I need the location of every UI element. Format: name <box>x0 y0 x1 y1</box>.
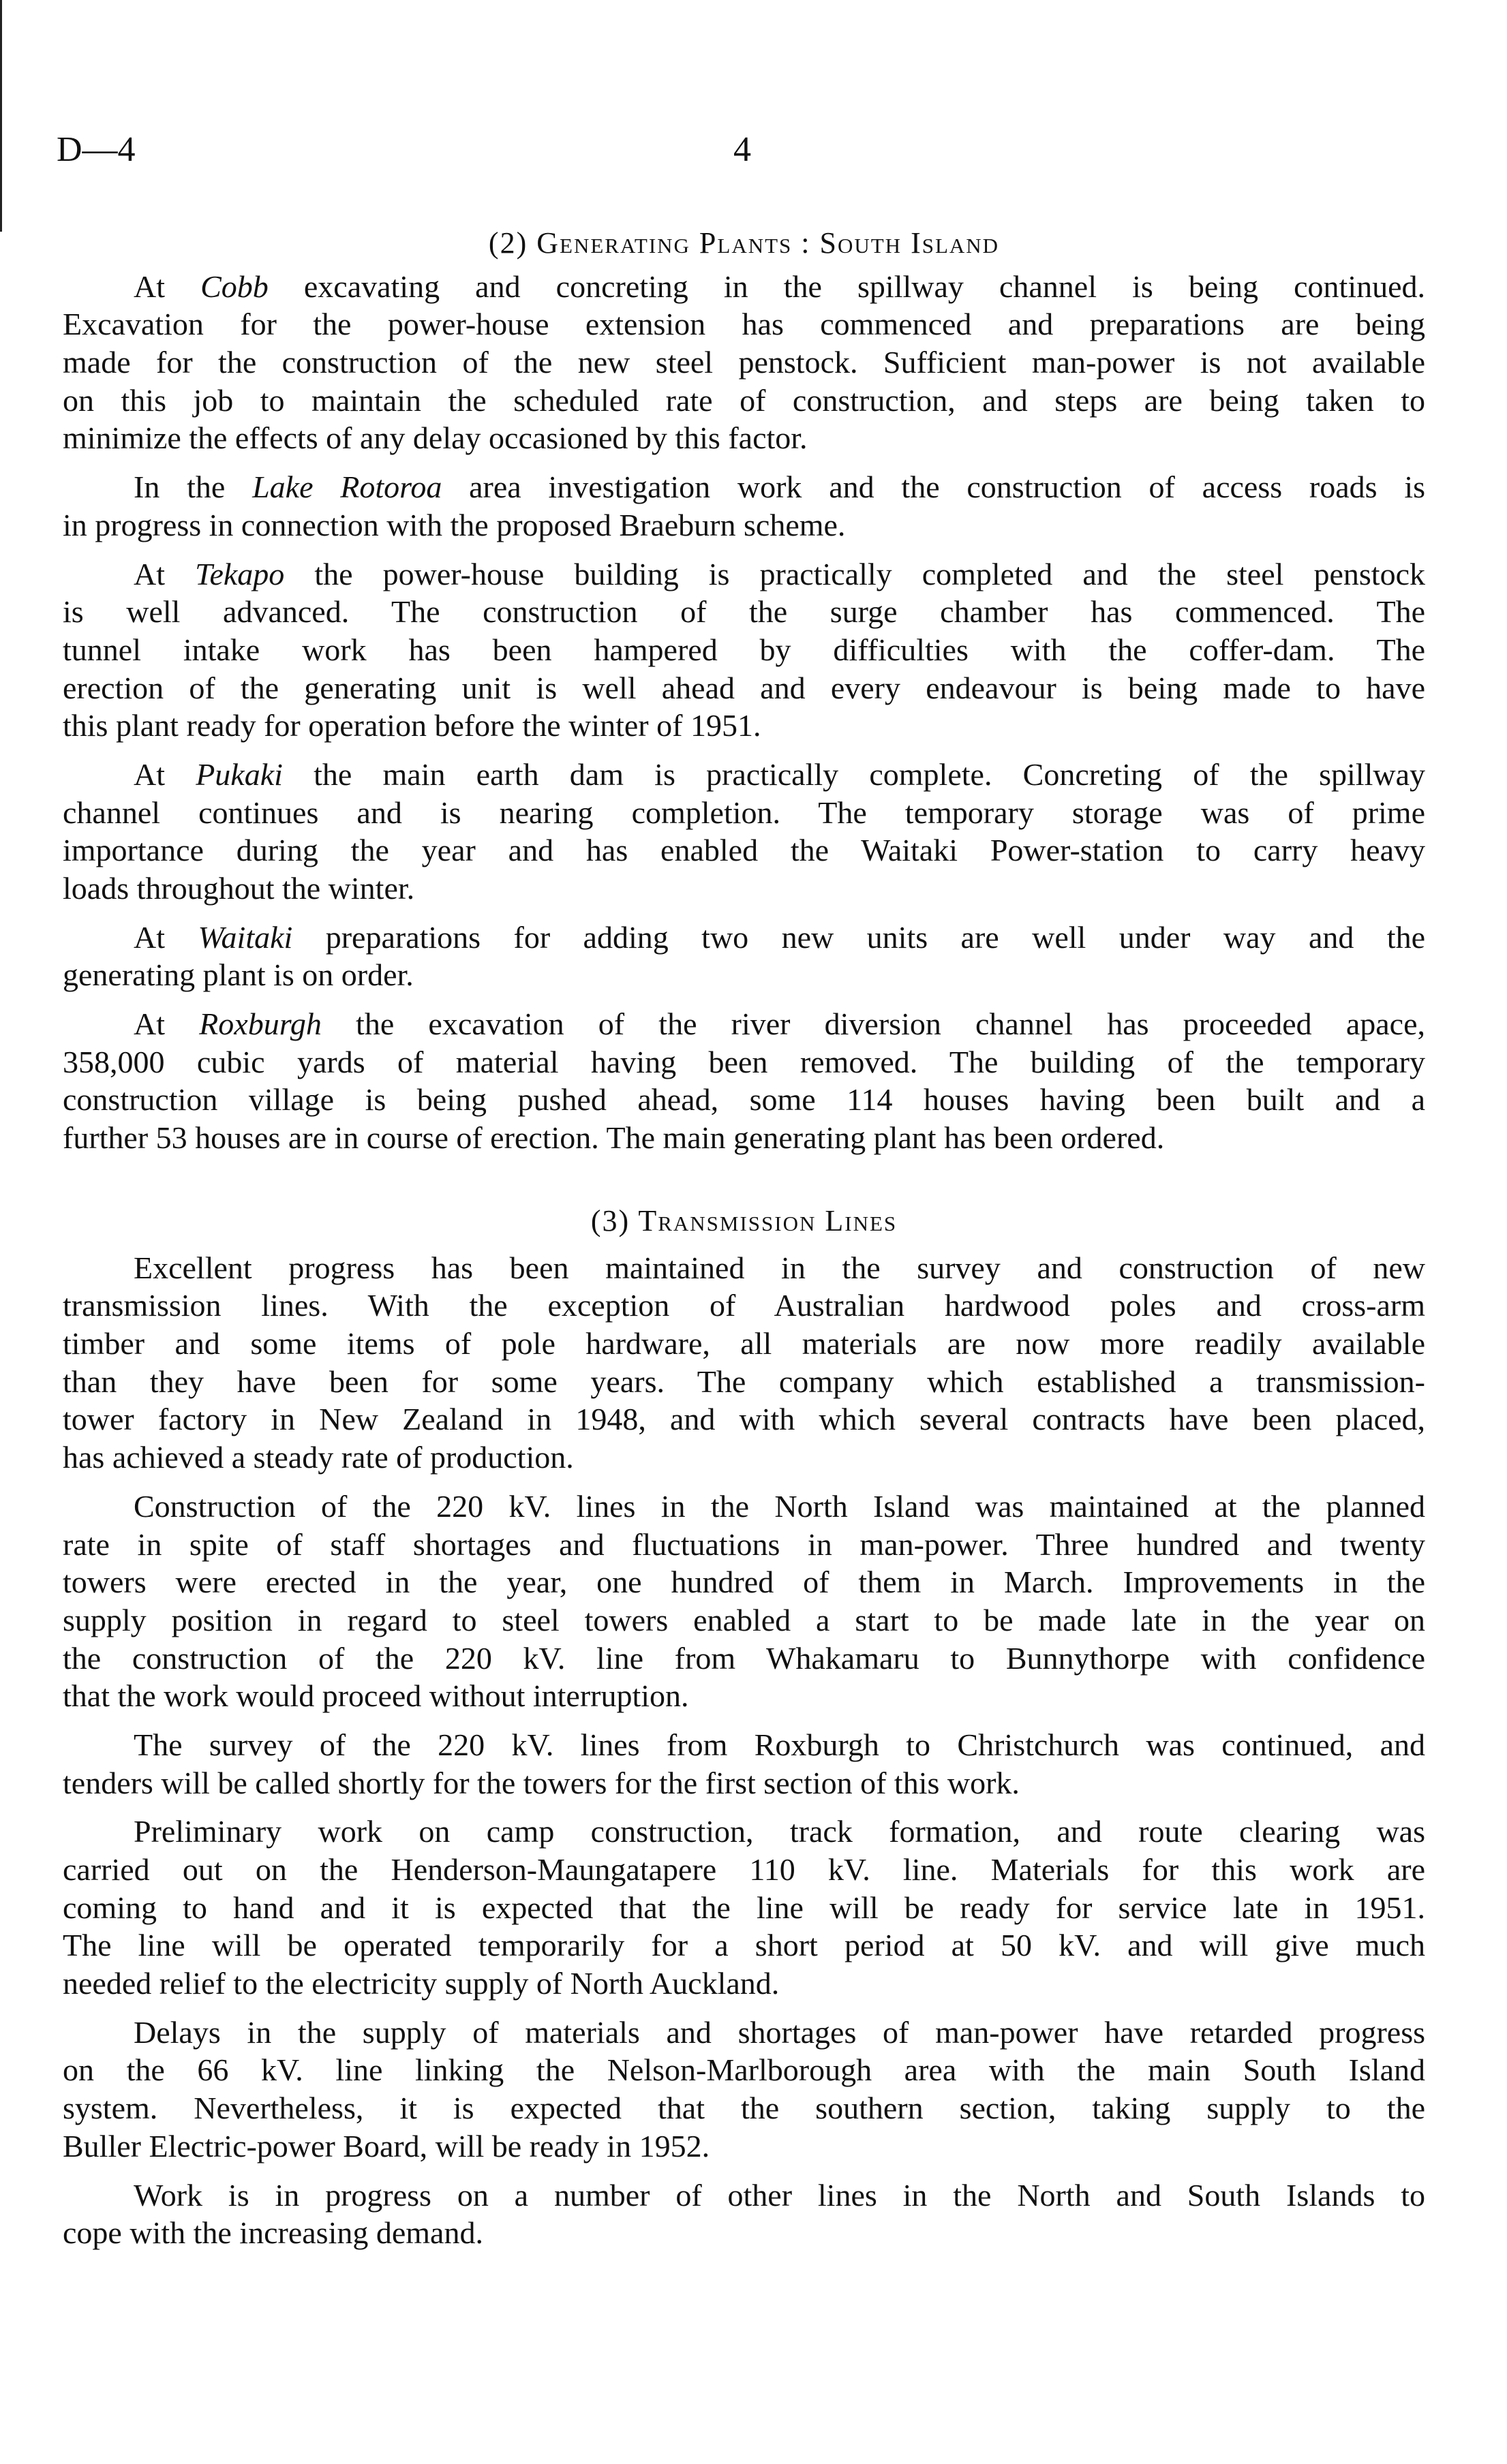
text-line: Buller Electric-power Board, will be ready in 1952. <box>63 2128 710 2163</box>
page-number: 4 <box>733 130 751 169</box>
place-name: Roxburgh <box>199 1006 322 1042</box>
text-line: importance during the year and has enabled the Waitaki Power-station to carry heavy <box>63 833 1425 868</box>
text-line: carried out on the Henderson-Maungatapere 110 kV. line. Materials for this work are <box>63 1852 1425 1887</box>
text-line: has achieved a steady rate of production. <box>63 1440 574 1475</box>
text-line: on the 66 kV. line linking the Nelson-Marlborough area with the main South Island <box>63 2052 1425 2088</box>
text-line: made for the construction of the new steel penstock. Sufficient man-power is not available <box>63 345 1425 380</box>
paragraph <box>63 555 1425 745</box>
text-line: this plant ready for operation before the winter of 1951. <box>63 708 761 743</box>
text-line: channel continues and is nearing completion. The temporary storage was of prime <box>63 795 1425 830</box>
text-line: cope with the increasing demand. <box>63 2215 483 2251</box>
document-code: D—4 <box>57 130 136 169</box>
text-line: At Tekapo the power-house building is practically completed and the steel penstock <box>134 556 1426 591</box>
paragraph <box>63 1249 1425 1477</box>
text-line: coming to hand and it is expected that the line will be ready for service late in 1951. <box>63 1890 1425 1925</box>
text-line: In the Lake Rotoroa area investigation work and the construction of access roads is <box>134 469 1425 505</box>
paragraph <box>63 1726 1425 1802</box>
section-heading: (2) Generating Plants : South Island <box>488 226 1000 260</box>
text-line: Construction of the 220 kV. lines in the North Island was maintained at the planned <box>134 1488 1425 1524</box>
text-line: generating plant is on order. <box>63 957 414 993</box>
scan-edge <box>0 0 2 232</box>
place-name: Pukaki <box>196 756 283 792</box>
text-line: towers were erected in the year, one hundred of them in March. Improvements in the <box>63 1565 1425 1600</box>
text-line: At Cobb excavating and concreting in the spillway channel is being continued. <box>134 268 1426 304</box>
place-name: Lake Rotoroa <box>252 469 442 505</box>
section-generating-plants <box>63 224 1425 1157</box>
text-line: tenders will be called shortly for the towers for the first section of this work. <box>63 1765 1020 1800</box>
text-line: transmission lines. With the exception of Australian hardwood poles and cross-arm <box>63 1288 1425 1323</box>
paragraph <box>63 1488 1425 1715</box>
paragraph <box>63 756 1425 908</box>
text-line: At Pukaki the main earth dam is practically complete. Concreting of the spillway <box>134 756 1426 792</box>
text-line: The line will be operated temporarily for a short period at 50 kV. and will give much <box>63 1928 1425 1963</box>
text-line: supply position in regard to steel towers enabled a start to be made late in the year on <box>63 1602 1425 1637</box>
paragraph <box>63 1005 1425 1157</box>
paragraph <box>63 2176 1425 2252</box>
paragraph <box>63 1813 1425 2002</box>
text-line: in progress in connection with the proposed Braeburn scheme. <box>63 507 846 542</box>
text-line: Delays in the supply of materials and shortages of man-power have retarded progress <box>134 2014 1425 2050</box>
section-transmission-lines <box>63 1202 1425 2252</box>
text-line: tunnel intake work has been hampered by difficulties with the coffer-dam. The <box>63 632 1425 667</box>
place-name: Tekapo <box>195 556 285 591</box>
text-line: further 53 houses are in course of erection. The main generating plant has been ordered. <box>63 1120 1165 1156</box>
text-line: At Roxburgh the excavation of the river diversion channel has proceeded apace, <box>134 1006 1426 1042</box>
text-line: is well advanced. The construction of the surge chamber has commenced. The <box>63 594 1425 630</box>
text-line: tower factory in New Zealand in 1948, and with which several contracts have been placed, <box>63 1402 1425 1437</box>
section-heading: (3) Transmission Lines <box>590 1204 898 1237</box>
text-line: loads throughout the winter. <box>63 871 415 906</box>
text-line: The survey of the 220 kV. lines from Roxburgh to Christchurch was continued, and <box>134 1727 1425 1762</box>
paragraph <box>63 268 1425 457</box>
text-line: erection of the generating unit is well ahead and every endeavour is being made to have <box>63 670 1425 705</box>
text-line: Excavation for the power-house extension has commenced and preparations are being <box>63 307 1425 342</box>
text-line: At Waitaki preparations for adding two new units are well under way and the <box>134 919 1426 955</box>
text-line: Work is in progress on a number of other lines in the North and South Islands to <box>134 2177 1425 2213</box>
text-line: Excellent progress has been maintained in the survey and construction of new <box>134 1250 1425 1285</box>
text-line: construction village is being pushed ahead, some 114 houses having been built and a <box>63 1082 1425 1118</box>
paragraph <box>63 2014 1425 2166</box>
text-line: than they have been for some years. The company which established a transmission- <box>63 1364 1425 1399</box>
text-line: the construction of the 220 kV. line from Whakamaru to Bunnythorpe with confidence <box>63 1640 1425 1676</box>
text-line: needed relief to the electricity supply of North Auckland. <box>63 1966 780 2001</box>
paragraph <box>63 468 1425 544</box>
text-line: minimize the effects of any delay occasioned by this factor. <box>63 420 808 456</box>
place-name: Waitaki <box>198 919 293 955</box>
text-line: system. Nevertheless, it is expected that the southern section, taking supply to the <box>63 2091 1425 2126</box>
text-line: that the work would proceed without interruption. <box>63 1678 689 1714</box>
text-line: Preliminary work on camp construction, track formation, and route clearing was <box>134 1814 1425 1849</box>
text-line: on this job to maintain the scheduled rate of construction, and steps are being taken to <box>63 382 1425 418</box>
text-line: 358,000 cubic yards of material having been removed. The building of the temporary <box>63 1044 1425 1079</box>
place-name: Cobb <box>200 268 269 304</box>
paragraph <box>63 919 1425 994</box>
text-line: rate in spite of staff shortages and fluctuations in man-power. Three hundred and twenty <box>63 1526 1425 1562</box>
text-line: timber and some items of pole hardware, all materials are now more readily available <box>63 1326 1425 1361</box>
